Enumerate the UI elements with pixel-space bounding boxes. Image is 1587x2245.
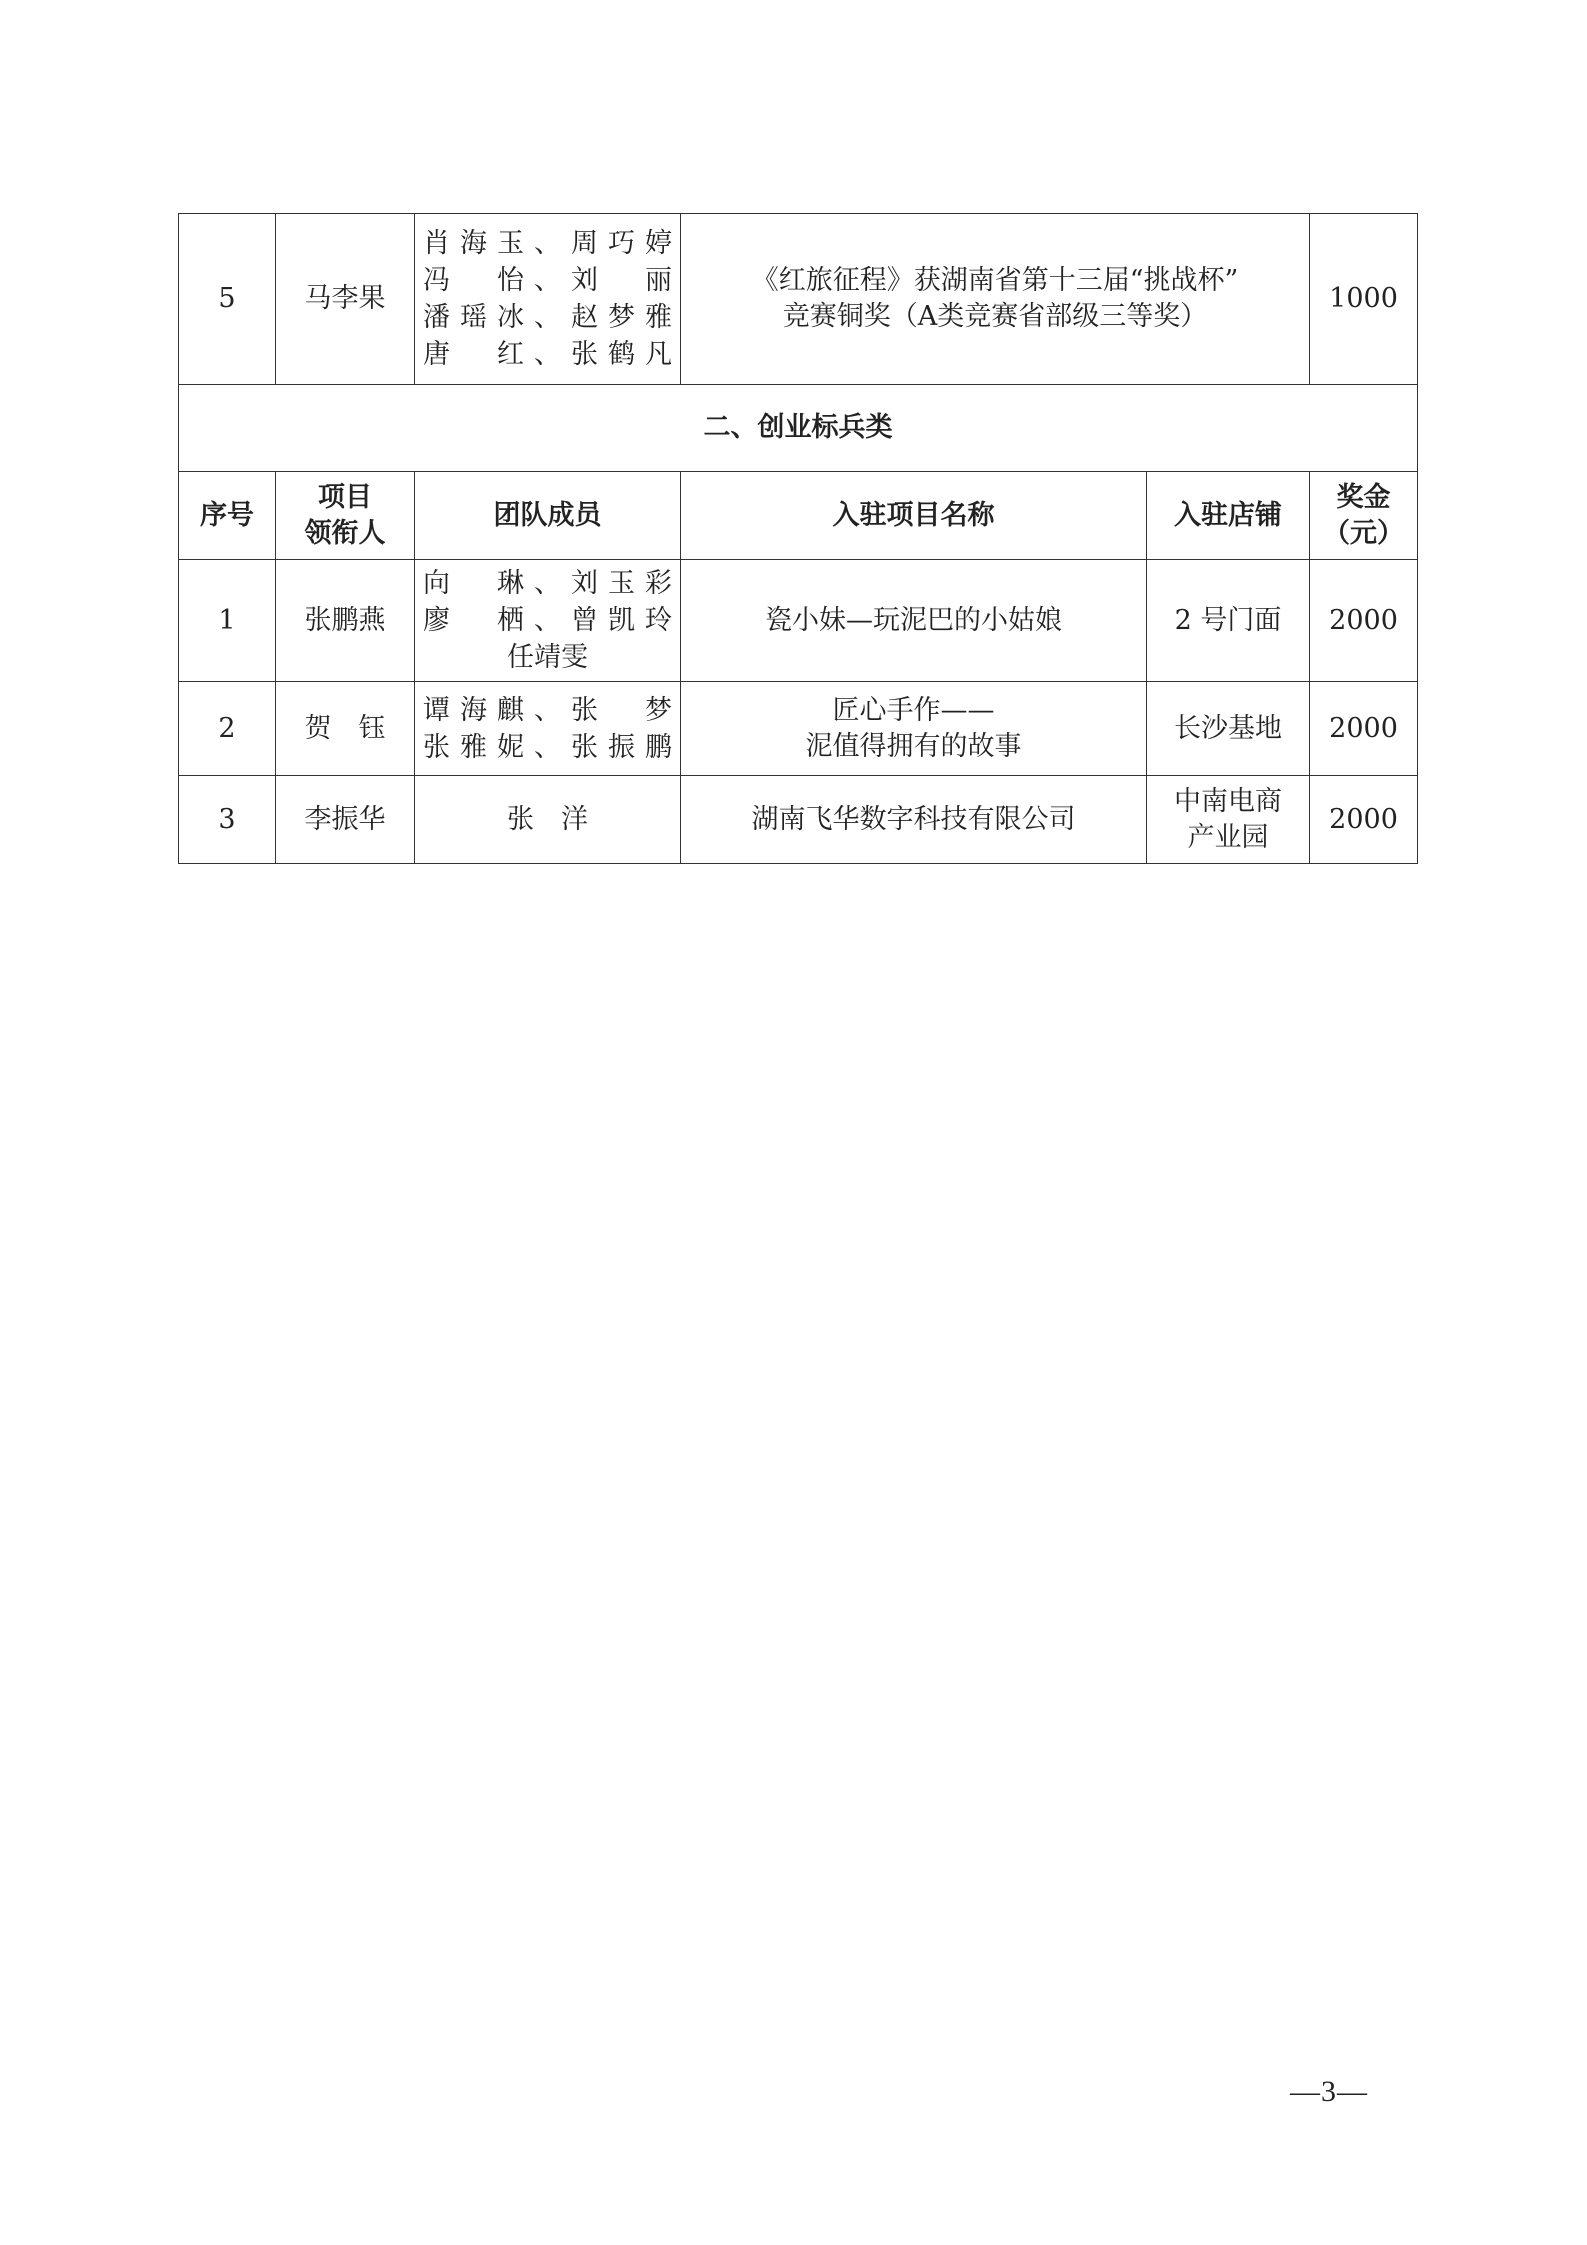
team-members: [415, 682, 681, 776]
row-number: 5: [179, 214, 276, 385]
header-leader: [276, 472, 415, 560]
prize-amount: 2000: [1310, 682, 1418, 776]
member-line: 肖海玉、周巧婷: [423, 228, 672, 259]
header-leader-line: 领衔人: [304, 517, 386, 549]
team-members: [415, 560, 681, 682]
page-number: —3—: [1290, 2075, 1368, 2108]
shop-line: 2 号门面: [1174, 604, 1282, 636]
table-row: [179, 682, 1418, 776]
member-line: 唐 红、张鹤凡: [423, 339, 672, 370]
award-line: 《红旅征程》获湖南省第十三届“挑战杯”: [751, 265, 1239, 296]
project-line: 泥值得拥有的故事: [805, 730, 1022, 762]
shop-name: [1147, 776, 1310, 864]
project-name: [681, 682, 1147, 776]
project-leader: 贺 钰: [276, 682, 415, 776]
table-row: [179, 214, 1418, 385]
project-line: 匠心手作——: [832, 694, 995, 726]
project-name: [681, 776, 1147, 864]
member-line: 任靖雯: [507, 642, 588, 673]
prize-amount: 2000: [1310, 776, 1418, 864]
section-title: 二、创业标兵类: [179, 385, 1418, 472]
member-line: 谭海麒、张 梦: [423, 694, 672, 726]
team-members: [415, 214, 681, 385]
header-no: 序号: [179, 472, 276, 560]
prize-amount: 2000: [1310, 560, 1418, 682]
header-leader-line: 项目: [318, 481, 372, 513]
project-leader: 马李果: [276, 214, 415, 385]
shop-line: 中南电商: [1174, 785, 1282, 817]
shop-line: 长沙基地: [1174, 712, 1282, 744]
header-prize-line: （元）: [1323, 517, 1405, 549]
award-line: 竞赛铜奖（A类竞赛省部级三等奖）: [782, 301, 1208, 332]
shop-line: 产业园: [1187, 821, 1269, 853]
member-line: 张 洋: [507, 804, 588, 835]
project-name: [681, 560, 1147, 682]
shop-name: [1147, 560, 1310, 682]
member-line: 张雅妮、张振鹏: [423, 731, 672, 763]
project-leader: 李振华: [276, 776, 415, 864]
row-number: 1: [179, 560, 276, 682]
prize-amount: 1000: [1310, 214, 1418, 385]
team-members: [415, 776, 681, 864]
header-project: 入驻项目名称: [681, 472, 1147, 560]
header-prize: [1310, 472, 1418, 560]
project-leader: 张鹏燕: [276, 560, 415, 682]
project-line: 湖南飞华数字科技有限公司: [751, 803, 1076, 835]
member-line: 廖 栖、曾凯玲: [423, 605, 672, 636]
header-members: 团队成员: [415, 472, 681, 560]
table-row: [179, 560, 1418, 682]
project-line: 瓷小妹—玩泥巴的小姑娘: [765, 604, 1062, 636]
table-row: [179, 776, 1418, 864]
header-prize-line: 奖金: [1336, 481, 1391, 513]
header-shop: 入驻店铺: [1147, 472, 1310, 560]
member-line: 潘瑶冰、赵梦雅: [423, 302, 672, 333]
section-row: [179, 385, 1418, 472]
row-number: 2: [179, 682, 276, 776]
row-number: 3: [179, 776, 276, 864]
member-line: 向 琳、刘玉彩: [423, 568, 672, 599]
header-row: [179, 472, 1418, 560]
award-description: [681, 214, 1310, 385]
award-table: [178, 213, 1418, 864]
shop-name: [1147, 682, 1310, 776]
member-line: 冯 怡、刘 丽: [423, 265, 672, 296]
